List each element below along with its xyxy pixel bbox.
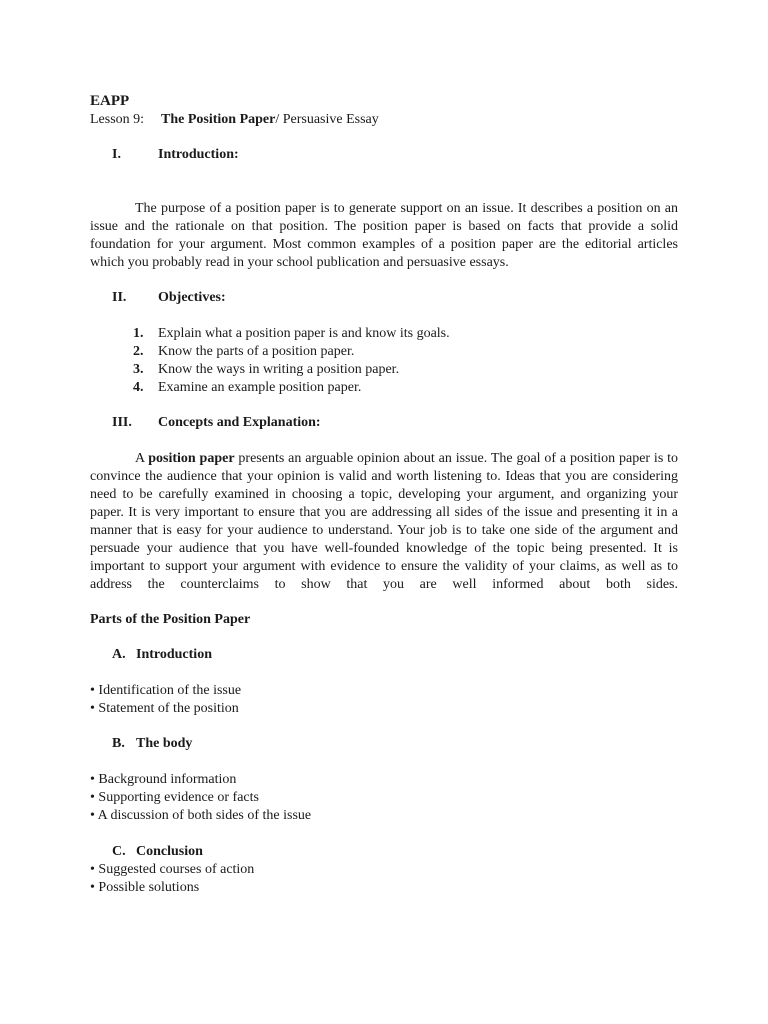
para-lead: A	[135, 451, 145, 466]
conclusion-bullets	[90, 861, 678, 897]
part-letter: B.	[112, 736, 125, 751]
part-body-heading	[90, 735, 678, 753]
section-numeral: III.	[112, 415, 132, 430]
document-page	[90, 92, 678, 897]
position-paper-term: position paper	[148, 451, 235, 466]
introduction-paragraph: The purpose of a position paper is to generate support on an issue. It describes a position on an issue and the rationale on that position. The position paper is based on facts that provide a solid foundation for your argument. Most common examples of a position paper are the editorial articles which you probably read in your school publication and persuasive essays.	[90, 201, 678, 270]
list-item	[90, 343, 678, 361]
item-text: Explain what a position paper is and know its goals.	[158, 326, 450, 341]
list-item: • Possible solutions	[90, 880, 200, 895]
concepts-paragraph	[90, 450, 678, 594]
lesson-line	[90, 111, 678, 129]
body-bullets	[90, 771, 678, 825]
part-title: Introduction	[136, 647, 212, 662]
para-rest: presents an arguable opinion about an issue. The goal of a position paper is to convince the audience that your opinion is valid and worth listening to. Ideas that you are considering need to be carefully examined in choosing a topic, developing your argument, and organizing your paper. It is very important to ensure that you are addressing all sides of the issue and presenting it in a manner that is easy for your audience to understand. Your job is to take one side of the argument and persuade your audience that you have well-founded knowledge of the topic being presented. It is important to support your argument with evidence to ensure the validity of your claims, as well as to address the counterclaims to show that you are well informed about both sides.	[90, 451, 679, 592]
section-title: Objectives:	[158, 290, 226, 305]
course-title: EAPP	[90, 93, 130, 109]
list-item: • Identification of the issue	[90, 683, 242, 698]
item-number: 1.	[133, 326, 144, 341]
part-introduction-heading	[90, 646, 678, 664]
part-conclusion-heading	[90, 843, 678, 861]
list-item	[90, 379, 678, 397]
item-number: 3.	[133, 362, 144, 377]
item-text: Know the parts of a position paper.	[158, 344, 355, 359]
lesson-number: Lesson 9:	[90, 112, 145, 127]
list-item: • A discussion of both sides of the issue	[90, 808, 312, 823]
item-text: Examine an example position paper.	[158, 380, 362, 395]
lesson-title-rest: / Persuasive Essay	[275, 112, 379, 127]
list-item: • Suggested courses of action	[90, 862, 255, 877]
item-number: 4.	[133, 380, 144, 395]
list-item: • Background information	[90, 772, 237, 787]
list-item: • Supporting evidence or facts	[90, 790, 259, 805]
section-numeral: II.	[112, 290, 127, 305]
part-title: The body	[136, 736, 193, 751]
part-letter: A.	[112, 647, 126, 662]
item-text: Know the ways in writing a position paper.	[158, 362, 400, 377]
part-title: Conclusion	[136, 844, 203, 859]
list-item	[90, 361, 678, 379]
section-title: Introduction:	[158, 147, 239, 162]
section-title: Concepts and Explanation:	[158, 415, 321, 430]
parts-heading: Parts of the Position Paper	[90, 612, 251, 627]
section-concepts-heading	[90, 414, 678, 432]
section-numeral: I.	[112, 147, 121, 162]
lesson-title-bold: The Position Paper	[161, 112, 276, 127]
section-introduction-heading	[90, 146, 678, 164]
item-number: 2.	[133, 344, 144, 359]
objectives-list	[90, 325, 678, 397]
introduction-bullets	[90, 682, 678, 718]
list-item	[90, 325, 678, 343]
part-letter: C.	[112, 844, 126, 859]
section-objectives-heading	[90, 289, 678, 307]
list-item: • Statement of the position	[90, 701, 239, 716]
